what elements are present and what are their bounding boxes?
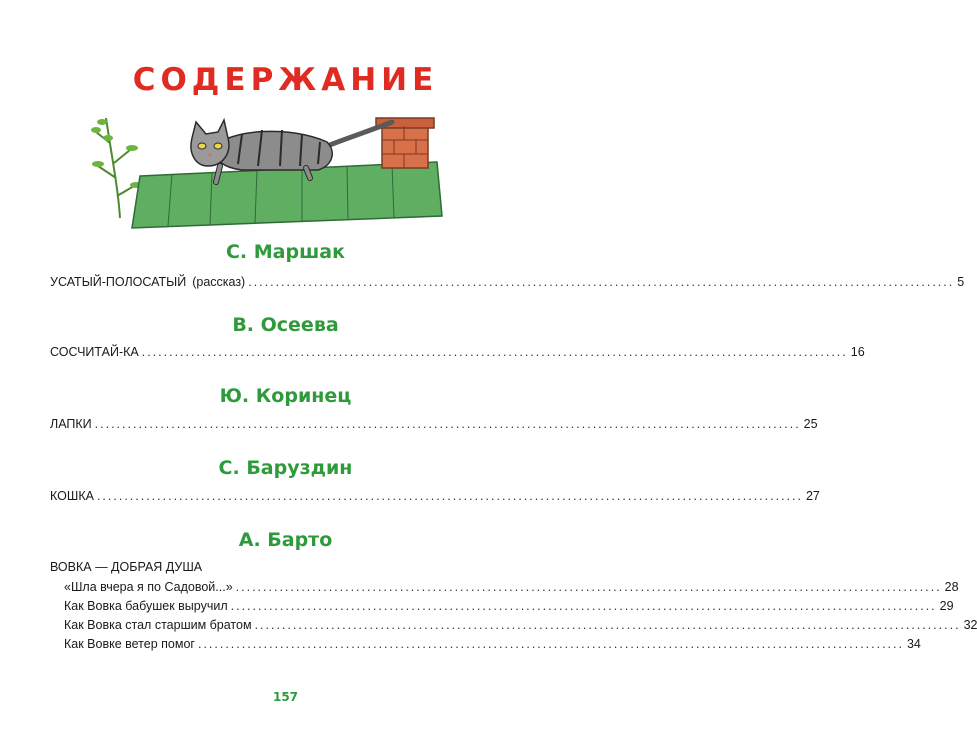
entry-page: 25: [803, 417, 818, 431]
page-title: СОДЕРЖАНИЕ: [132, 62, 439, 98]
fence-shape: [132, 162, 442, 228]
author-heading: Ю. Коринец: [219, 385, 352, 407]
dot-leader: .................................................................................................................................: [94, 417, 801, 431]
entry-page: 5: [957, 275, 965, 289]
page-number: 157: [272, 690, 299, 704]
dot-leader: .................................................................................................................................: [141, 345, 848, 359]
entry-title: КОШКА: [50, 489, 94, 503]
toc-entry[interactable]: [64, 637, 921, 651]
entry-page: 34: [906, 637, 921, 651]
entry-title: СОСЧИТАЙ-КА: [50, 345, 139, 359]
author-heading: В. Осеева: [232, 314, 339, 336]
toc-entry[interactable]: [64, 599, 954, 613]
author-heading: А. Барто: [238, 529, 333, 551]
dot-leader: .................................................................................................................................: [235, 580, 942, 594]
toc-entry[interactable]: [50, 489, 820, 503]
entry-title: Как Вовке ветер помог: [64, 637, 195, 651]
entry-title: Как Вовка стал старшим братом: [64, 618, 252, 632]
toc-entry[interactable]: [50, 345, 865, 359]
dot-leader: .................................................................................................................................: [248, 275, 955, 289]
entry-page: 32: [963, 618, 977, 632]
toc-entry[interactable]: [64, 618, 977, 632]
author-heading: С. Маршак: [225, 241, 345, 263]
branch-icon: [96, 118, 134, 218]
dot-leader: .................................................................................................................................: [197, 637, 904, 651]
dot-leader: .................................................................................................................................: [230, 599, 937, 613]
entry-title: УСАТЫЙ-ПОЛОСАТЫЙ: [50, 275, 187, 289]
author-heading: С. Баруздин: [218, 457, 353, 479]
toc-entry[interactable]: [50, 417, 818, 431]
entry-page: 27: [805, 489, 820, 503]
entry-note: (рассказ): [192, 275, 246, 289]
entry-page: 28: [944, 580, 959, 594]
toc-entry[interactable]: [64, 580, 959, 594]
group-title: ВОВКА — ДОБРАЯ ДУША: [50, 560, 203, 574]
entry-title: ЛАПКИ: [50, 417, 92, 431]
entry-page: 16: [850, 345, 865, 359]
toc-entry[interactable]: [50, 275, 965, 289]
dot-leader: .................................................................................................................................: [96, 489, 803, 503]
entry-title: «Шла вчера я по Садовой...»: [64, 580, 233, 594]
entry-page: 29: [939, 599, 954, 613]
cat-on-fence-illustration: [92, 108, 442, 228]
dot-leader: .................................................................................................................................: [254, 618, 961, 632]
entry-title: Как Вовка бабушек выручил: [64, 599, 228, 613]
